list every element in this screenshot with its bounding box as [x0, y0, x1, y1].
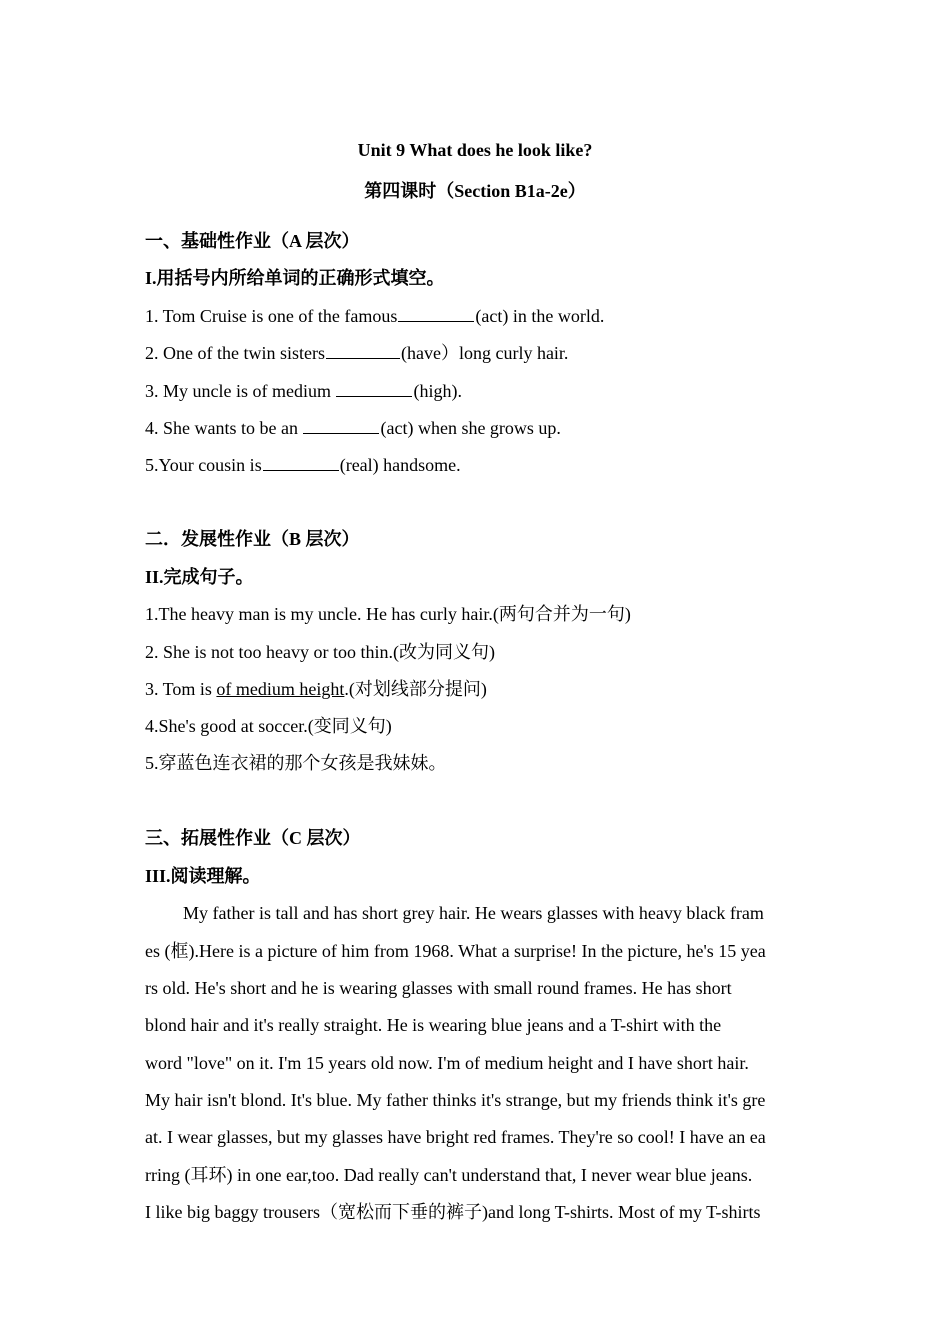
section-c-heading: 三、拓展性作业（C 层次） — [145, 828, 361, 848]
underlined-phrase: of medium height — [216, 679, 345, 699]
sentence-text: .(对划线部分提问) — [344, 679, 487, 699]
passage-line: at. I wear glasses, but my glasses have bright red frames. They're so cool! I have an ea — [145, 1127, 766, 1147]
page-title: Unit 9 What does he look like? — [357, 140, 593, 160]
fill-item-text: (act) when she grows up. — [380, 418, 561, 438]
section-b-part-title: II.完成句子。 — [145, 567, 254, 587]
fill-item-4 — [145, 417, 561, 439]
sentence-text: 3. Tom is — [145, 679, 217, 699]
passage-line: My father is tall and has short grey hair. He wears glasses with heavy black fram — [183, 903, 764, 923]
passage-line: My hair isn't blond. It's blue. My father thinks it's strange, but my friends think it's gre — [145, 1090, 766, 1110]
fill-item-text: (high). — [413, 381, 462, 401]
passage-line: I like big baggy trousers（宽松而下垂的裤子)and long T-shirts. Most of my T-shirts — [145, 1202, 761, 1222]
fill-item-5 — [145, 454, 461, 476]
fill-item-text: 1. Tom Cruise is one of the famous — [145, 306, 398, 326]
fill-item-text: 5.Your cousin is — [145, 455, 262, 475]
section-a-heading: 一、基础性作业（A 层次） — [145, 231, 360, 251]
sentence-item-3 — [145, 678, 487, 700]
fill-item-2 — [145, 342, 568, 364]
section-b-heading: 二．发展性作业（B 层次） — [145, 529, 360, 549]
answer-blank[interactable] — [336, 380, 412, 397]
passage-line: rs old. He's short and he is wearing glasses with small round frames. He has short — [145, 978, 732, 998]
page-subtitle: 第四课时（Section B1a-2e） — [364, 181, 586, 201]
sentence-item-1: 1.The heavy man is my uncle. He has curly hair.(两句合并为一句) — [145, 604, 631, 624]
sentence-item-4: 4.She's good at soccer.(变同义句) — [145, 716, 392, 736]
sentence-item-5: 5.穿蓝色连衣裙的那个女孩是我妹妹。 — [145, 753, 447, 773]
answer-blank[interactable] — [326, 342, 400, 359]
passage-line: es (框).Here is a picture of him from 1968. What a surprise! In the picture, he's 15 yea — [145, 941, 766, 961]
passage-line: blond hair and it's really straight. He is wearing blue jeans and a T-shirt with the — [145, 1015, 722, 1035]
fill-item-text: 2. One of the twin sisters — [145, 343, 325, 363]
fill-item-text: (act) in the world. — [475, 306, 605, 326]
fill-item-text: 4. She wants to be an — [145, 418, 303, 438]
fill-item-text: (have）long curly hair. — [400, 343, 569, 363]
answer-blank[interactable] — [303, 417, 379, 434]
fill-item-1 — [145, 305, 604, 327]
answer-blank[interactable] — [263, 454, 339, 471]
fill-item-3 — [145, 380, 462, 402]
passage-line: rring (耳环) in one ear,too. Dad really can't understand that, I never wear blue jeans. — [145, 1165, 753, 1185]
sentence-item-2: 2. She is not too heavy or too thin.(改为同义句) — [145, 642, 495, 662]
fill-item-text: 3. My uncle is of medium — [145, 381, 336, 401]
answer-blank[interactable] — [398, 305, 474, 322]
section-c-part-title: III.阅读理解。 — [145, 866, 261, 886]
fill-item-text: (real) handsome. — [339, 455, 461, 475]
section-a-part-title: I.用括号内所给单词的正确形式填空。 — [145, 268, 445, 288]
passage-line: word "love" on it. I'm 15 years old now. I'm of medium height and I have short hair. — [145, 1053, 749, 1073]
